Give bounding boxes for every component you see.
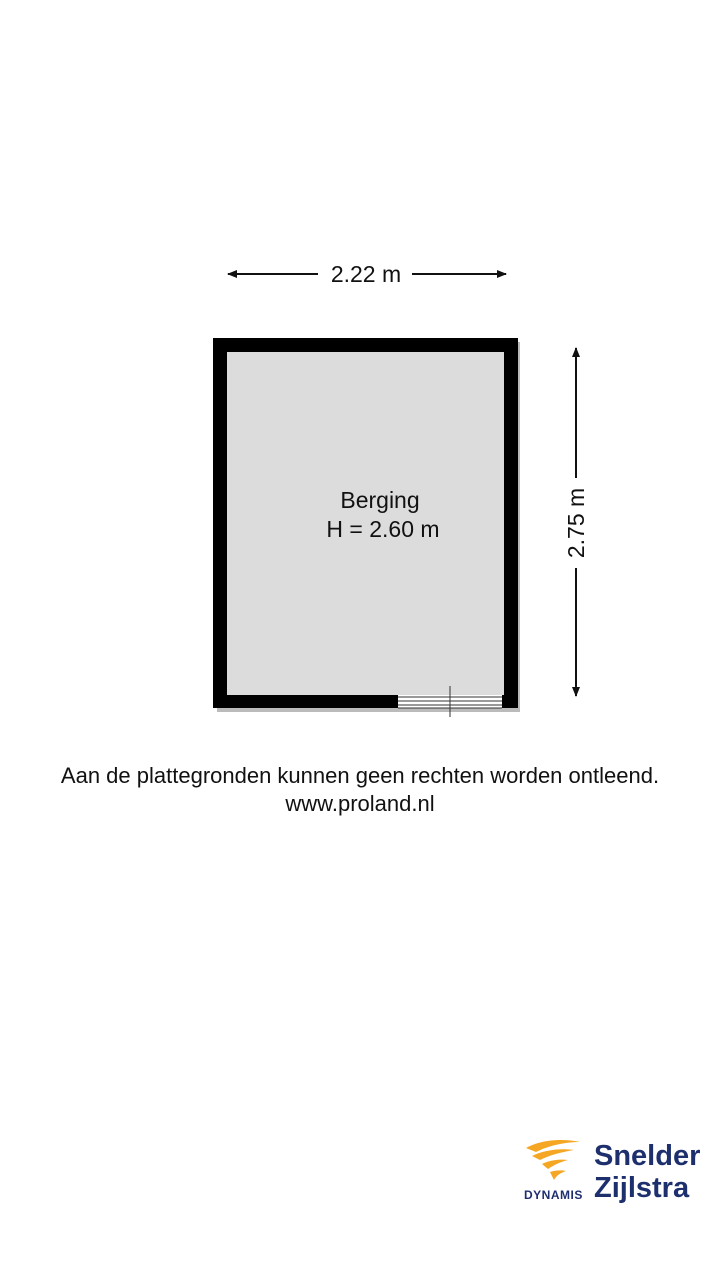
- snelder-zijlstra-logo: [522, 1134, 712, 1214]
- room-height: H = 2.60 m: [326, 516, 440, 542]
- dynamis-swoosh-icon: [522, 1134, 586, 1186]
- brand-line-1: Snelder: [594, 1140, 701, 1172]
- depth-dimension-label: 2.75 m: [563, 487, 589, 559]
- depth-dimension: [563, 348, 589, 696]
- website-text: www.proland.nl: [285, 791, 435, 816]
- width-dimension-label: 2.22 m: [330, 261, 402, 287]
- brand-wordmark: [594, 1140, 700, 1204]
- brand-line-2: Zijlstra: [594, 1172, 690, 1204]
- room-name: Berging: [340, 487, 420, 513]
- room-berging: [213, 338, 520, 717]
- disclaimer-text: Aan de plattegronden kunnen geen rechten worden ontleend.: [60, 763, 660, 788]
- dynamis-wordmark: DYNAMIS: [524, 1188, 583, 1202]
- width-dimension: [228, 261, 506, 287]
